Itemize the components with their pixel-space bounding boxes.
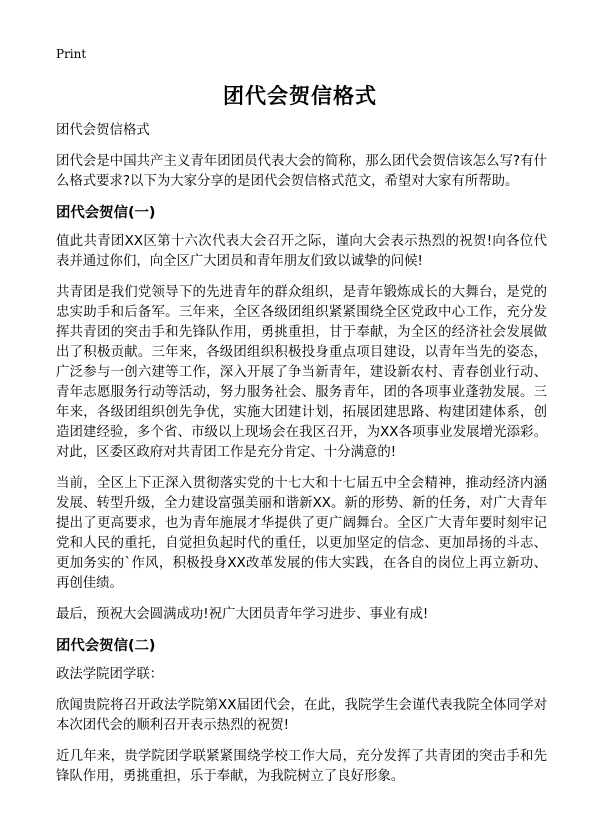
section-paragraph: 最后，预祝大会圆满成功!祝广大团员青年学习进步、事业有成! [56, 607, 429, 622]
print-link[interactable]: Print [56, 47, 87, 61]
section-paragraph: 近几年来，贵学院团学联紧紧围绕学校工作大局，充分发挥了共青团的突击手和先锋队作用，勇挑重担，乐于奉献，为我院树立了良好形象。 [56, 749, 547, 784]
section-paragraph: 欣闻贵院将召开政法学院第XX届团代会，在此，我院学生会谨代表我院全体同学对本次团代会的顺利召开表示热烈的祝贺! [56, 698, 547, 733]
article-subtitle: 团代会贺信格式 [56, 123, 150, 138]
article-body [56, 121, 547, 798]
page-title: 团代会贺信格式 [223, 84, 377, 108]
section-paragraph: 共青团是我们党领导下的先进青年的群众组织，是青年锻炼成长的大舞台，是党的忠实助手和后备军。三年来，全区各级团组织紧紧围绕全区党政中心工作，充分发挥共青团的突击手和先锋队作用，勇挑重担，甘于奉献，为全区的经济社会发展做出了积极贡献。三年来，各级团组织积极投身重点项目建设，以青年当先的姿态，广泛参与一创六建等工作，深入开展了争当新青年，建设新农村、青春创业行动、青年志愿服务行动等活动，努力服务社会、服务青年，团的各项事业蓬勃发展。三年来，各级团组织创先争优，实施大团建计划，拓展团建思路、构建团建体系，创造团建经验，多个省、市级以上现场会在我区召开，为XX各项事业发展增光添彩。对此，区委区政府对共青团工作是充分肯定、十分满意的! [56, 285, 547, 460]
section-paragraph: 政法学院团学联： [56, 667, 164, 682]
section-heading: 团代会贺信(二) [56, 638, 156, 654]
intro-paragraph: 团代会是中国共产主义青年团团员代表大会的简称，那么团代会贺信该怎么写?有什么格式要求?以下为大家分享的是团代会贺信格式范文，希望对大家有所帮助。 [56, 154, 547, 189]
section-heading: 团代会贺信(一) [56, 205, 156, 221]
section-paragraph: 当前，全区上下正深入贯彻落实党的十七大和十七届五中全会精神，推动经济内涵发展、转型升级，全力建设富强美丽和谐新XX。新的形势、新的任务，对广大青年提出了更高要求，也为青年施展才华提供了更广阔舞台。全区广大青年要时刻牢记党和人民的重托，自觉担负起时代的重任，以更加坚定的信念、更加昂扬的斗志、更加务实的`作风，积极投身XX改革发展的伟大实践，在各自的岗位上再立新功、再创佳绩。 [56, 476, 547, 591]
section-paragraph: 值此共青团XX区第十六次代表大会召开之际，谨向大会表示热烈的祝贺!向各位代表并通过你们，向全区广大团员和青年朋友们致以诚挚的问候! [56, 234, 547, 269]
